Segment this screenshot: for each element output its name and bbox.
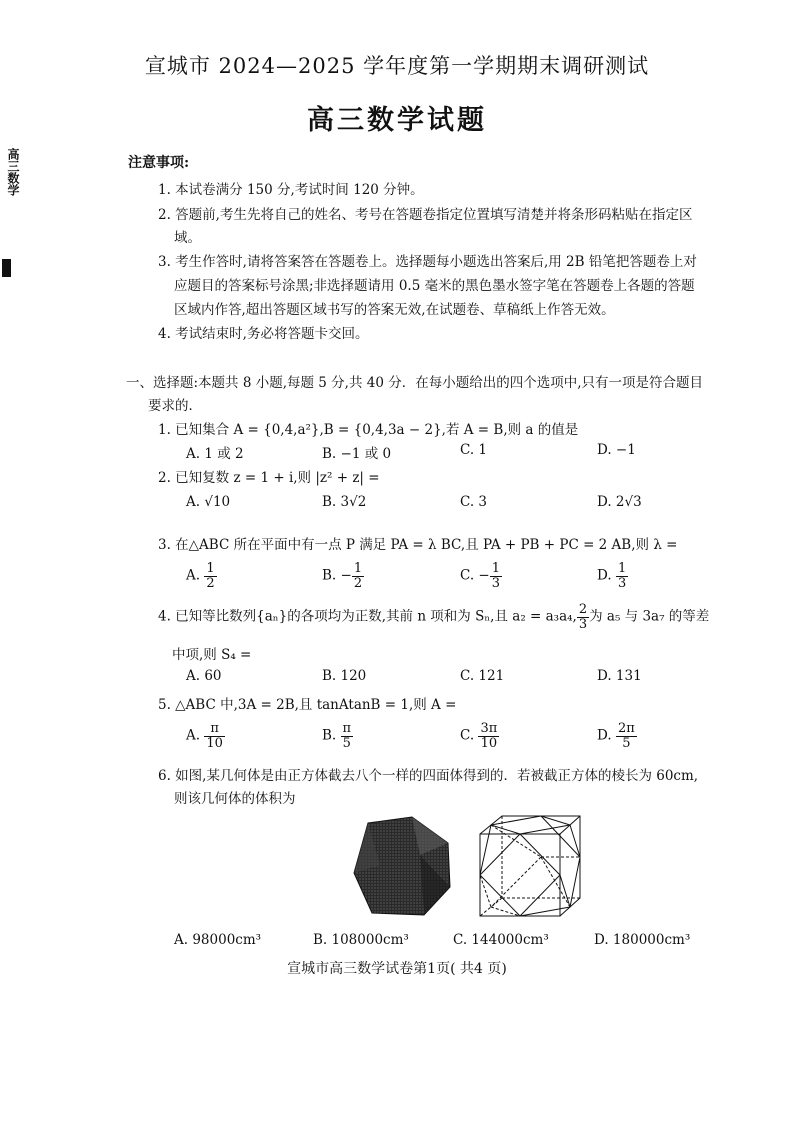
- q3-option-d: D. $\frac{1}{3}$: [597, 561, 627, 591]
- q6-stem: 6. 如图,某几何体是由正方体截去八个一样的四面体得到的．若被截正方体的棱长为 60cm,: [158, 768, 699, 784]
- q4-option-a: A. 60: [186, 668, 222, 684]
- q6-stem-cont: 则该几何体的体积为: [174, 791, 296, 807]
- q2-stem: 2. 已知复数 z = 1 + i,则 |z² + z| =: [158, 470, 380, 486]
- subject-title: 高三数学试题: [307, 105, 487, 136]
- cube-wireframe: [475, 812, 585, 920]
- notice-heading: 注意事项:: [128, 155, 190, 171]
- notice-item: 应题目的答案标号涂黑;非选择题请用 0.5 毫米的黑色墨水签字笔在答题卷上各题的答题: [174, 278, 695, 294]
- q1-option-a: A. 1 或 2: [186, 446, 244, 462]
- q4-option-c: C. 121: [460, 668, 505, 684]
- q1-option-b: B. −1 或 0: [322, 446, 392, 462]
- q5-option-c: C. $\frac{3\pi}{10}$: [460, 721, 498, 751]
- q5-option-b: B. $\frac{\pi}{5}$: [322, 721, 352, 751]
- solid-figure: [350, 815, 460, 920]
- q3-stem: 3. 在△ABC 所在平面中有一点 P 满足 PA = λ BC,且 PA + PB + PC = 2 AB,则 λ =: [158, 537, 678, 553]
- q2-option-d: D. 2√3: [597, 494, 642, 510]
- notice-item: 4. 考试结束时,务必将答题卡交回。: [158, 326, 369, 342]
- q4-stem: 4. 已知等比数列{aₙ}的各项均为正数,其前 n 项和为 Sₙ,且 a₂ = a₃a₄, $\frac{2}{3}$ 为 a₅ 与 3a₇ 的等差: [158, 602, 710, 632]
- section-heading: 一、选择题:本题共 8 小题,每题 5 分,共 40 分．在每小题给出的四个选项中,只有一项是符合题目: [126, 375, 704, 391]
- q3-option-c: C. − $\frac{1}{3}$: [460, 561, 501, 591]
- notice-item: 3. 考生作答时,请将答案答在答题卷上。选择题每小题选出答案后,用 2B 铅笔把答题卷上对: [158, 254, 697, 270]
- q3-option-b: B. − $\frac{1}{2}$: [322, 561, 363, 591]
- q6-option-c: C. 144000cm³: [453, 932, 549, 948]
- notice-item: 1. 本试卷满分 150 分,考试时间 120 分钟。: [158, 182, 424, 198]
- q1-stem: 1. 已知集合 A = {0,4,a²},B = {0,4,3a − 2},若 A = B,则 a 的值是: [158, 422, 579, 438]
- exam-title: 宣城市 2024—2025 学年度第一学期期末调研测试: [144, 54, 650, 78]
- notice-item: 域。: [174, 230, 201, 246]
- q5-option-a: A. $\frac{\pi}{10}$: [186, 721, 223, 751]
- q5-stem: 5. △ABC 中,3A = 2B,且 tanAtanB = 1,则 A =: [158, 697, 457, 713]
- page-footer: 宣城市高三数学试卷第1页( 共4 页): [287, 961, 507, 977]
- q1-option-d: D. −1: [597, 442, 636, 458]
- q4-option-b: B. 120: [322, 668, 367, 684]
- q2-option-c: C. 3: [460, 494, 488, 510]
- q6-option-a: A. 98000cm³: [174, 932, 262, 948]
- q4-option-d: D. 131: [597, 668, 642, 684]
- q6-option-b: B. 108000cm³: [313, 932, 409, 948]
- q3-option-a: A. $\frac{1}{2}$: [186, 561, 215, 591]
- q6-option-d: D. 180000cm³: [594, 932, 691, 948]
- section-heading-cont: 要求的．: [148, 398, 202, 414]
- q5-option-d: D. $\frac{2\pi}{5}$: [597, 721, 635, 751]
- q1-option-c: C. 1: [460, 442, 488, 458]
- notice-item: 区域内作答,超出答题区域书写的答案无效,在试题卷、草稿纸上作答无效。: [174, 302, 615, 318]
- q4-stem-cont: 中项,则 S₄ =: [172, 647, 252, 663]
- q2-option-b: B. 3√2: [322, 494, 367, 510]
- binding-mark: [2, 259, 11, 277]
- q2-option-a: A. √10: [186, 494, 231, 510]
- notice-item: 2. 答题前,考生先将自己的姓名、考号在答题卷指定位置填写清楚并将条形码粘贴在指定区: [158, 207, 693, 223]
- side-label: 高三数学: [6, 148, 20, 196]
